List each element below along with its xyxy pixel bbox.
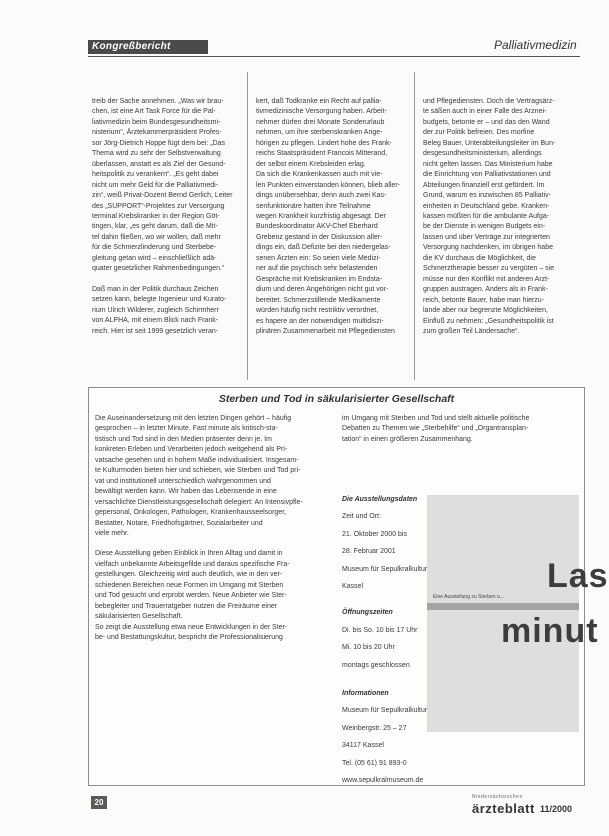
text-line: säkularisierten Gesellschaft. [95,613,183,621]
text-line: terminal Krebskranker in der Region Göt- [92,212,220,220]
text-line: Zeit und Ort: [342,513,381,521]
text-line: im Umgang mit Sterben und Tod und stellt aktuelle politische [342,415,530,422]
exhibition-title: Sterben und Tod in säkularisierter Gesellschaft [218,393,455,405]
text-line: von ALPHA, mit einem Blick nach Frank- [92,317,219,325]
text-line: desgesundheitsministerium, allerdings [423,150,542,158]
text-line: Di. bis So. 10 bis 17 Uhr [342,626,418,634]
text-line: wegen Krankheit kurzfristig abgesagt. Der [256,212,386,220]
text-line: chen, ist eine Art Task Force für die Pal- [92,108,216,116]
text-line: nicht um mehr Geld für die Palliativmedi- [92,181,219,189]
text-line: Beleg Bauer, Unterabteilungsleiter im Bun- [423,139,556,147]
text-line: Mi. 10 bis 20 Uhr [342,644,395,652]
text-line: Versorgung nachdenken, im übrigen habe [423,244,553,252]
text-line: konkreten Erleben und Verarbeiten jedoch weitgehend als Pri- [95,446,288,454]
poster-caption: Eine Ausstellung zu Sterben u... [433,594,504,600]
info-list [342,706,428,786]
text-line: lassen und über Verträge zur integrierten [423,233,550,241]
article-column-1 [92,97,240,337]
text-line: Grund, warum es inzwischen 85 Palliativ- [423,192,551,200]
text-line: tingen, klar, „es geht darum, daß die Mit- [92,223,218,231]
text-line: zin“, weiß Privat-Dozent Bernd Gerlich, Leiter [92,192,233,200]
text-line: der selbst einem Krebsleiden erlag. [256,160,366,168]
text-line: liativmedizin beim Bundesgesundheitsmi- [92,118,221,126]
dates-list [342,512,428,592]
text-line: Debatten zu Themen wie „Sterbehilfe“ und „Organtransplan- [342,425,529,433]
text-line: es hapere an der notwendigen multidiszi- [256,317,384,325]
column-divider-1 [247,72,248,380]
text-line: Weinbergstr. 25 – 27 [342,724,407,732]
text-line: rium Ulrich Wilderer, zugleich Schirmherr [92,306,219,314]
text-line: vatsache gesehen und in hohem Maße individualisiert. Insgesam- [95,456,299,464]
text-line: gepersonal, Onkologen, Pathologen, Krankenhausseelsorger, [95,509,287,517]
text-line: nicht gelten lassen. Das Ministerium habe [423,160,553,168]
text-line: des „SUPPORT“-Projektes zur Versorgung [92,202,225,210]
text-line: die KV durchaus die Möglichkeit, die [423,254,536,262]
text-line: reich. Hier ist seit 1999 gesetzlich veran- [92,327,219,335]
article-column-3 [423,97,575,337]
text-line: nehmen, um ihre sterbenskranken Ange- [256,129,383,137]
text-line: senen Ärzten ein: So seien viele Medizi- [256,254,381,262]
text-line: würden häufig nicht restriktiv verordnet, [256,307,379,315]
poster-title-bottom: minut [501,612,599,650]
text-line: Kassel [342,583,364,591]
topic-label: Palliativmedizin [494,38,577,52]
text-line: kassen müßten für die ambulante Aufga- [423,212,550,220]
text-line: für die Schmerzlinderung und Sterbebe- [92,244,217,252]
text-line: Grebenz gestand in der Diskussion aller- [256,233,383,241]
text-line: heitspolitik zu verankern“. „Es geht dabei [92,171,219,179]
section-label-text: Kongreßbericht [92,41,171,52]
text-line: dium und deren Angehörigen nicht gut vor- [256,286,389,294]
text-line [92,275,240,285]
text-line: Abteilungen finanziell erst gefördert. Im [423,181,545,189]
text-line: budgets, betonte er – und das den Wand [423,118,550,126]
text-line: schiedenen Bereichen neue Formen im Umgang mit Sterben [95,581,284,589]
text-line: Einfluß zu nehmen: „Gesundheitspolitik ist [423,317,554,325]
text-line: Die Auseinandersetzung mit den letzten Dingen gehört – häufig [95,415,292,422]
brand-logo: ärzteblatt [472,801,535,816]
text-line: So zeigt die Ausstellung etwa neue Entwicklungen in der Ster- [95,623,288,631]
text-line: Bundeskoordinator AKV-Chef Eberhard [256,223,378,231]
text-line: dings ein, daß Defizite bei den niedergelas- [256,244,391,252]
text-line: gruppen austragen. Anders als in Frank- [423,286,548,294]
text-line: gleitung getan wird – einschließlich adä- [92,254,217,262]
text-line: montags geschlossen [342,661,410,669]
text-line: plinären Zusammenarbeit mit Pflegediensten [256,327,395,335]
text-line: nehmer dürfen drei Monate Sonderurlaub [256,118,385,126]
text-line: 21. Oktober 2000 bis [342,530,407,538]
text-line: be der Dienste in wenigen Budgets ein- [423,223,546,231]
text-line: tel dahin fließen, wo wir wollen, daß mehr [92,233,221,241]
text-line: treib der Sache annehmen. „Was wir brau- [92,98,224,105]
text-line: te Kulturmoden bieten hier und schieben, wie Sterben und Tod pri- [95,467,301,475]
text-line: und Tod gesucht und erprobt werden. Neue Anbieter wie Ster- [95,592,287,600]
column-divider-2 [414,72,415,380]
text-line: dings unübersehbar, denn auch zwei Kas- [256,192,387,200]
text-line: gestellungen. Gleichzeitig wird auch deutlich, wie in den ver- [95,571,283,579]
text-line: lande aber nur begrenzte Möglichkeiten, [423,307,548,315]
poster-title-top: Las [547,557,609,595]
text-line: Schmerztherapie besser zu vergüten – sie [423,265,555,273]
text-line: te säßen auch in einer Falle des Arznei- [423,108,547,116]
text-line: reich, betonte Bauer, habe man hierzu- [423,296,545,304]
brand-small: Niedersächsisches [472,794,523,800]
text-line: Bestatter, Notare, Friedhofsgärtner, Sozialarbeiter und [95,519,263,527]
text-line: 34117 Kassel [342,742,384,750]
text-line: Museum für Sepulkralkultur [342,565,428,573]
text-line: Gespräche mit Krebskranken im Endsta- [256,275,383,283]
text-line: bebegleiter und Trauerratgeber nutzen die Freiräume einer [95,602,278,610]
text-line: der zur Politik befreien. Des morfine [423,129,535,137]
exhibition-dates [342,495,428,794]
text-line: be- und Bestattungskultur, bespricht die Professionalisierung [95,634,283,642]
poster-strip [427,603,579,610]
text-line: bewältigt werden kann. Wir haben das Lebensende in eine [95,488,277,496]
info-heading: Informationen [342,690,389,698]
text-line: die Einrichtung von Palliativstationen und [423,171,551,179]
text-line: len Punkten einverstanden können, blieb aller- [256,181,400,189]
text-line: tistisch und Tod sind in den Medien präsenter denn je. Im [95,435,272,443]
text-line: setzen kann, belegte Ingenieur und Kurato- [92,296,227,304]
header-rule [88,56,580,57]
text-line: vielfach unbekannte Arbeitsgefilde und daraus spezifische Fra- [95,560,290,568]
text-line: Daß man in der Politik durchaus Zeichen [92,285,219,293]
page-number: 20 [91,796,107,809]
text-line: reichs Staatspräsident Francois Mitterand, [256,150,388,158]
hours-list [342,626,428,671]
text-line [95,539,327,549]
text-line: hörigen zu pflegen. Lindert hohe des Frank- [256,139,392,147]
text-line: und Pflegediensten. Doch die Vertragsärz- [423,98,555,105]
text-line: tation“ in einen größeren Zusammenhang. [342,435,473,443]
text-line: Diese Ausstellung geben Einblick in Ihren Alltag und damit in [95,550,283,558]
article-column-2 [256,97,406,337]
section-label [88,40,208,54]
text-line: überlassen, anstatt es als Ziel der Gesund- [92,160,226,168]
exhibition-text-right [342,414,576,445]
text-line: sor Jörg-Dietrich Hoppe fügt dem bei: „Das [92,139,226,147]
text-line: kert, daß Todkranke ein Recht auf pallia- [256,98,382,105]
text-line: Museum für Sepulkralkultur [342,707,428,715]
text-line: ner auf die psychisch sehr belastenden [256,265,378,273]
hours-heading: Öffnungszeiten [342,609,393,617]
text-line: Thema wird zu sehr der Selbstverwaltung [92,150,221,158]
exhibition-poster-image [427,495,609,732]
text-line: www.sepulkralmuseum.de [342,777,424,785]
dates-heading: Die Ausstellungsdaten [342,496,418,503]
text-line: Da sich die Krankenkassen auch mit vie- [256,171,383,179]
text-line: nisterium“, Ärztekammerpräsident Profes- [92,129,222,137]
text-line: müsse nur den Konflikt mit anderen Arzt- [423,275,550,283]
text-line: bereitet. Schmerzstillende Medikamente [256,296,381,304]
text-line: senfunktionäre hatten ihre Teilnahme [256,202,371,210]
text-line: einheiten in Deutschland gebe. Kranken- [423,202,550,210]
text-line: tivmedizinische Versorgung haben. Arbeit- [256,108,387,116]
text-line: Tel. (05 61) 91 893-0 [342,759,407,767]
text-line: versachlichte Dienstleistungsgesellschaft delegiert: An Intensivpfle- [95,498,303,506]
text-line: 28. Februar 2001 [342,548,396,556]
text-line: quater gesetzlicher Rahmenbedingungen.“ [92,265,225,273]
text-line: gesprochen – in letzter Minute. Fast minute als kritisch-sta- [95,425,278,433]
text-line: vat und institutionell unterschiedlich wahrgenommen und [95,477,271,485]
text-line: zum großen Teil Ländersache“. [423,327,520,335]
text-line: viele mehr. [95,529,129,537]
issue-number: 11/2000 [540,804,573,814]
exhibition-text-left [95,414,327,644]
